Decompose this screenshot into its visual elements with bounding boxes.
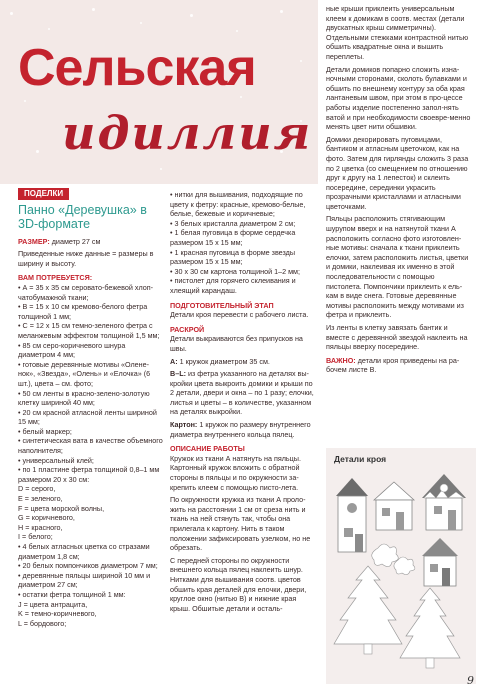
size-value: диаметр 27 см (51, 236, 101, 246)
pattern-pieces-drawing (326, 448, 476, 684)
important-text: детали кроя приведены на ра-бочем листе B. (326, 355, 460, 375)
work-p1: Кружок из ткани А натянуть на пяльцы. Картонный кружок вложить с обратной стороны в пяльцы и по окружности за-крепить клеем с помощью писто-лета. (170, 453, 301, 492)
list-item: • 20 белых помпончиков диаметром 7 мм; (18, 561, 158, 571)
cut-a (170, 357, 318, 367)
list-item: I = белого; (18, 532, 53, 542)
list-item: • 4 белых атласных цветка со стразами диаметром 1,8 см; (18, 542, 150, 561)
list-item: • 20 см красной атласной ленты шириной 15 мм; (18, 407, 157, 427)
list-item: • 1 белая пуговица в форме сердечка размером 15 x 15 мм; (170, 228, 296, 247)
list-item: • готовые деревянные мотивы «Олене-нок», «Звезда», «Олень» и «Елочка» (6 шт.), цвета – см. фото; (18, 359, 151, 388)
christmas-tree-icon (400, 588, 460, 668)
column-2-body (170, 190, 318, 616)
cut-heading: РАСКРОЙ (170, 324, 205, 334)
col3-p2: Детали домиков попарно сложить изна-ночными сторонами, сколоть булавками и обшить по внешнему контуру за оба края лантаневым швом, при этом в про-цессе работы изделие постепенно запол-нять ватой и при необходимости своевре-менно менять цвет нити обшивки. (326, 64, 471, 132)
important-label: ВАЖНО: (326, 355, 356, 365)
cut-bl-text: из фетра указанного на деталях вы-кройки цвета выкроить домики и крыши по 2 детали, двери и окна – по 1 разу; елочки, листья и цветы – в количестве, указанном на деталях выкройки. (170, 369, 314, 417)
details-title: Детали кроя (334, 454, 387, 464)
list-item: K = темно-коричневого, (18, 609, 97, 619)
list-item: • синтетическая вата в качестве объемного наполнителя; (18, 436, 163, 456)
prep-heading: ПОДГОТОВИТЕЛЬНЫЙ ЭТАП (170, 300, 274, 310)
house-snowy-roof-icon (422, 474, 466, 530)
house-wide-icon (374, 482, 414, 530)
cut-a-label: А: (170, 356, 178, 366)
title-line-2: идиллия (62, 106, 313, 160)
column-3 (326, 4, 472, 378)
list-item: • белый маркер; (18, 426, 72, 436)
list-item: • пистолет для горячего склеивания и хлеящий карандаш. (170, 276, 296, 295)
list-item: • 1 красная пуговица в форме звезды размером 15 x 15 мм; (170, 247, 296, 267)
pattern-pieces-panel (326, 448, 476, 684)
christmas-tree-icon (334, 566, 402, 654)
size-line (18, 237, 164, 247)
list-item: • 3 белых кристалла диаметром 2 см; (170, 218, 296, 228)
cut-a-text: 1 кружок диаметром 35 см. (179, 356, 270, 366)
prep-text: Детали кроя перевести с рабочего листа. (170, 310, 309, 320)
list-item: H = красного, (18, 522, 63, 532)
cut-card (170, 420, 318, 439)
materials-heading: ВАМ ПОТРЕБУЕТСЯ: (18, 273, 93, 283)
list-item: • 85 см серо-коричневого шнура диаметром 4 мм; (18, 340, 126, 360)
cut-card-label: Картон: (170, 420, 198, 430)
column-1 (18, 188, 164, 628)
size-note: Приведенные ниже данные = размеры в ширину и высоту. (18, 249, 154, 268)
list-item: • универсальный клей; (18, 455, 94, 465)
materials-list (18, 283, 164, 628)
work-p2: По окружности кружка из ткани А проло-жить на расстоянии 1 см от среза нить и ткань на ней стянуть так, чтобы она прилегала к картону. Нить в таком положении зафиксировать узелком, но не обрезать. (170, 495, 311, 553)
section-tag: ПОДЕЛКИ (18, 188, 69, 200)
cut-bl (170, 369, 318, 417)
cut-intro: Детали выкраиваются без припусков на швы. (170, 334, 303, 353)
flower-icon (372, 544, 415, 575)
col3-p4: Пяльцы расположить стягивающим шурупом вверх и на натянутой ткани А расположить согласно фото изготовлен-ные мотивы: сначала к ткани приклеить елочки, затем расположить листья, цветки и домики, наклеивая их именно в этой последовательности с помощью пистолета. Помпончики приклеить к ель-кам в виде снега. Готовые деревянные мотивы расположить между мотивами из фетра и приклеить. (326, 214, 469, 320)
list-item: • С = 12 x 15 см темно-зеленого фетра с меланжевым эффектом толщиной 1,5 мм; (18, 321, 160, 340)
col3-p3: Домики декорировать пуговицами, бантиком и атласным цветочком, как на фото. Затем для гирлянды сложить 3 раза по 2 цветка (со смещением по отношению друг к другу на 1 лепесток) и склеить посередине, серединки украсить прозрачными кристаллами и атласными цветочками. (326, 134, 469, 211)
page-number: 9 (467, 674, 474, 687)
col3-p1: ные крыши приклеить универсальным клеем к домикам в соотв. местах (детали двускатных крыш симметричны). Отдельными стежками контрастной нитью обшить квадратные окна и вышить переплеты. (326, 4, 469, 61)
list-item: • 50 см ленты в красно-зелено-золотую клетку шириной 40 мм; (18, 388, 150, 408)
house-small-icon (422, 538, 458, 586)
work-heading: ОПИСАНИЕ РАБОТЫ (170, 444, 245, 454)
subheading: Панно «Деревушка» в 3D-формате (18, 202, 147, 231)
list-item: E = зеленого, (18, 494, 63, 504)
list-item: • А = 35 x 35 см серовато-бежевой хлоп-чатобумажной ткани; (18, 282, 154, 302)
important-note (326, 356, 472, 375)
work-p3: С передней стороны по окружности внешнего кольца пялец наклеить шнур. Нитками для вышивания соотв. цветов обшить края деталей для елочки, двери, круглое окно (нитью В) и нижние края крыш. Обшитые детали и осталь- (170, 555, 307, 613)
cut-bl-label: B–L: (170, 369, 186, 379)
list-item: • по 1 пластине фетра толщиной 0,8–1 мм размером 20 x 30 см: (18, 465, 160, 484)
size-label: РАЗМЕР: (18, 236, 50, 246)
house-tall-icon (336, 478, 368, 552)
list-item: • деревянные пяльцы шириной 10 мм и диаметром 27 см; (18, 570, 151, 590)
list-item: • нитки для вышивания, подходящие по цвету к фетру: красные, кремово-белые, белые, бежевые и коричневые; (170, 190, 306, 219)
list-item: • 30 x 30 см картона толщиной 1–2 мм; (170, 266, 300, 276)
cut-card-text: 1 кружок по размеру внутреннего диаметра внутреннего кольца пялец. (170, 420, 311, 439)
col3-p5: Из ленты в клетку завязать бантик и вместе с деревянной звездой наклеить на пяльцы вверху посередине. (326, 323, 468, 352)
list-item: G = коричневого, (18, 513, 75, 523)
title-banner (0, 0, 318, 184)
list-item: J = цвета антрацита, (18, 599, 88, 609)
list-item: D = серого, (18, 484, 56, 494)
list-item: • В = 15 x 10 см кремово-белого фетра толщиной 1 мм; (18, 302, 148, 321)
col2-materials-list (170, 190, 318, 296)
list-item: L = бордового; (18, 618, 67, 628)
list-item: F = цвета морской волны, (18, 503, 105, 513)
list-item: • остатки фетра толщиной 1 мм: (18, 589, 126, 599)
title-line-1: Сельская (18, 39, 256, 97)
